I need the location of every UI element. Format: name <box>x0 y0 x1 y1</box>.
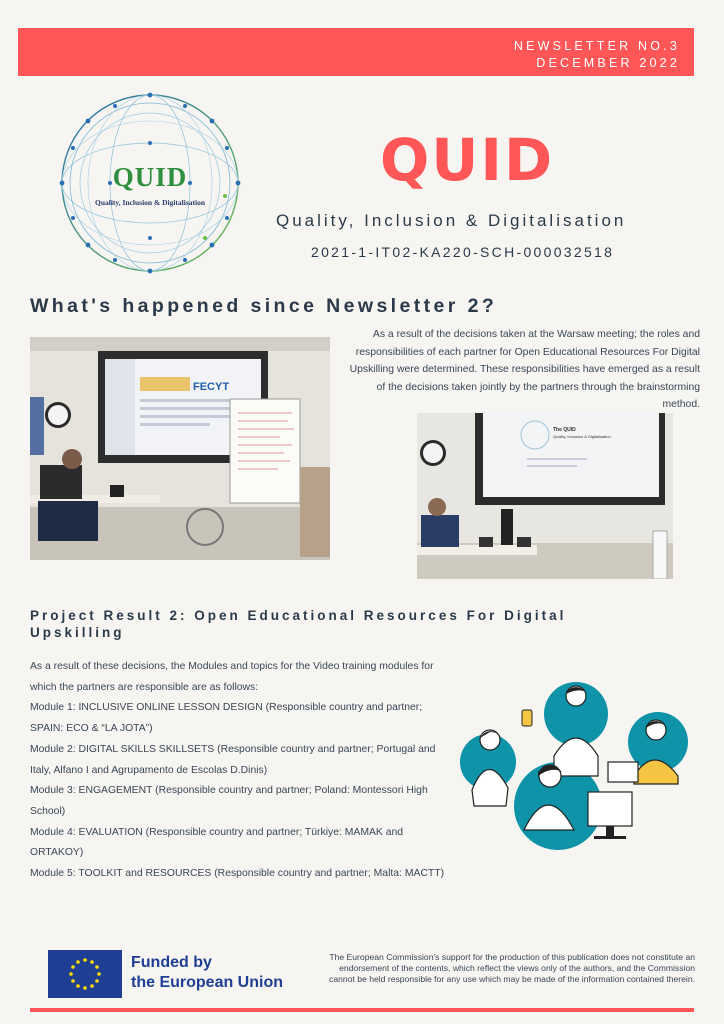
funded-by-eu <box>131 953 283 993</box>
module-item: Module 5: TOOLKIT and RESOURCES (Responsible country and partner; Malta: MACTT) <box>30 868 445 880</box>
banner-text <box>514 38 680 72</box>
meeting-photo-2 <box>417 413 673 579</box>
modules-intro: As a result of these decisions, the Modules and topics for the Video training modules for which the partners are responsible are as follows: <box>30 661 434 693</box>
screen-title-text: The QUID <box>553 427 576 433</box>
project-code: 2021-1-IT02-KA220-SCH-000032518 <box>311 244 615 260</box>
module-item: Module 3: ENGAGEMENT (Responsible country and partner; Poland: Montessori High School) <box>30 785 428 817</box>
newsletter-banner <box>18 28 694 76</box>
quid-logo <box>55 88 245 278</box>
eu-disclaimer: The European Commission's support for the production of this publication does not constitute an endorsement of the contents, which reflect the views only of the authors, and the Commission cannot be held responsible for any use which may be made of the information contained therein. <box>329 952 695 984</box>
logo-word: QUID <box>112 162 188 192</box>
module-item: Module 2: DIGITAL SKILLS SKILLSETS (Responsible country and partner; Portugal and Italy, Alfano I and Agrupamento de Escolas D.Dinis) <box>30 743 436 776</box>
section-heading-project-result: Project Result 2: Open Educational Resources For Digital Upskilling <box>30 608 567 640</box>
bottom-divider <box>30 1008 694 1012</box>
meeting-photo-1 <box>30 337 330 560</box>
modules-list <box>30 657 450 885</box>
newsletter-number: NEWSLETTER NO.3 <box>513 39 680 53</box>
logo-tagline: Quality, Inclusion & Digitalisation <box>94 198 206 207</box>
news-paragraph: As a result of the decisions taken at the Warsaw meeting; the roles and responsibilities of each partner for Open Educational Resources For Digital Upskilling were determined. These responsibilities have emerged as a result of the decisions taken jointly by the partners through the brainstorming method. <box>349 329 700 411</box>
module-item: Module 4: EVALUATION (Responsible country and partner; Türkiye: MAMAK and ORTAKOY) <box>30 826 404 859</box>
newsletter-date: DECEMBER 2022 <box>536 56 680 70</box>
section-heading-news: What's happened since Newsletter 2? <box>30 295 498 317</box>
page-title: QUID <box>380 126 555 194</box>
funded-line-1: Funded by <box>131 954 212 971</box>
page-subtitle: Quality, Inclusion & Digitalisation <box>276 211 627 230</box>
funded-line-2: the European Union <box>131 974 283 991</box>
screen-subtitle-text: Quality, Inclusion & Digitalisation <box>553 434 611 439</box>
module-item: Module 1: INCLUSIVE ONLINE LESSON DESIGN (Responsible country and partner; SPAIN: ECO & “LA JOTA”) <box>30 702 423 735</box>
eu-flag-icon <box>48 950 122 998</box>
team-illustration <box>458 680 694 850</box>
fecyt-screen-label: FECYT <box>193 381 230 393</box>
